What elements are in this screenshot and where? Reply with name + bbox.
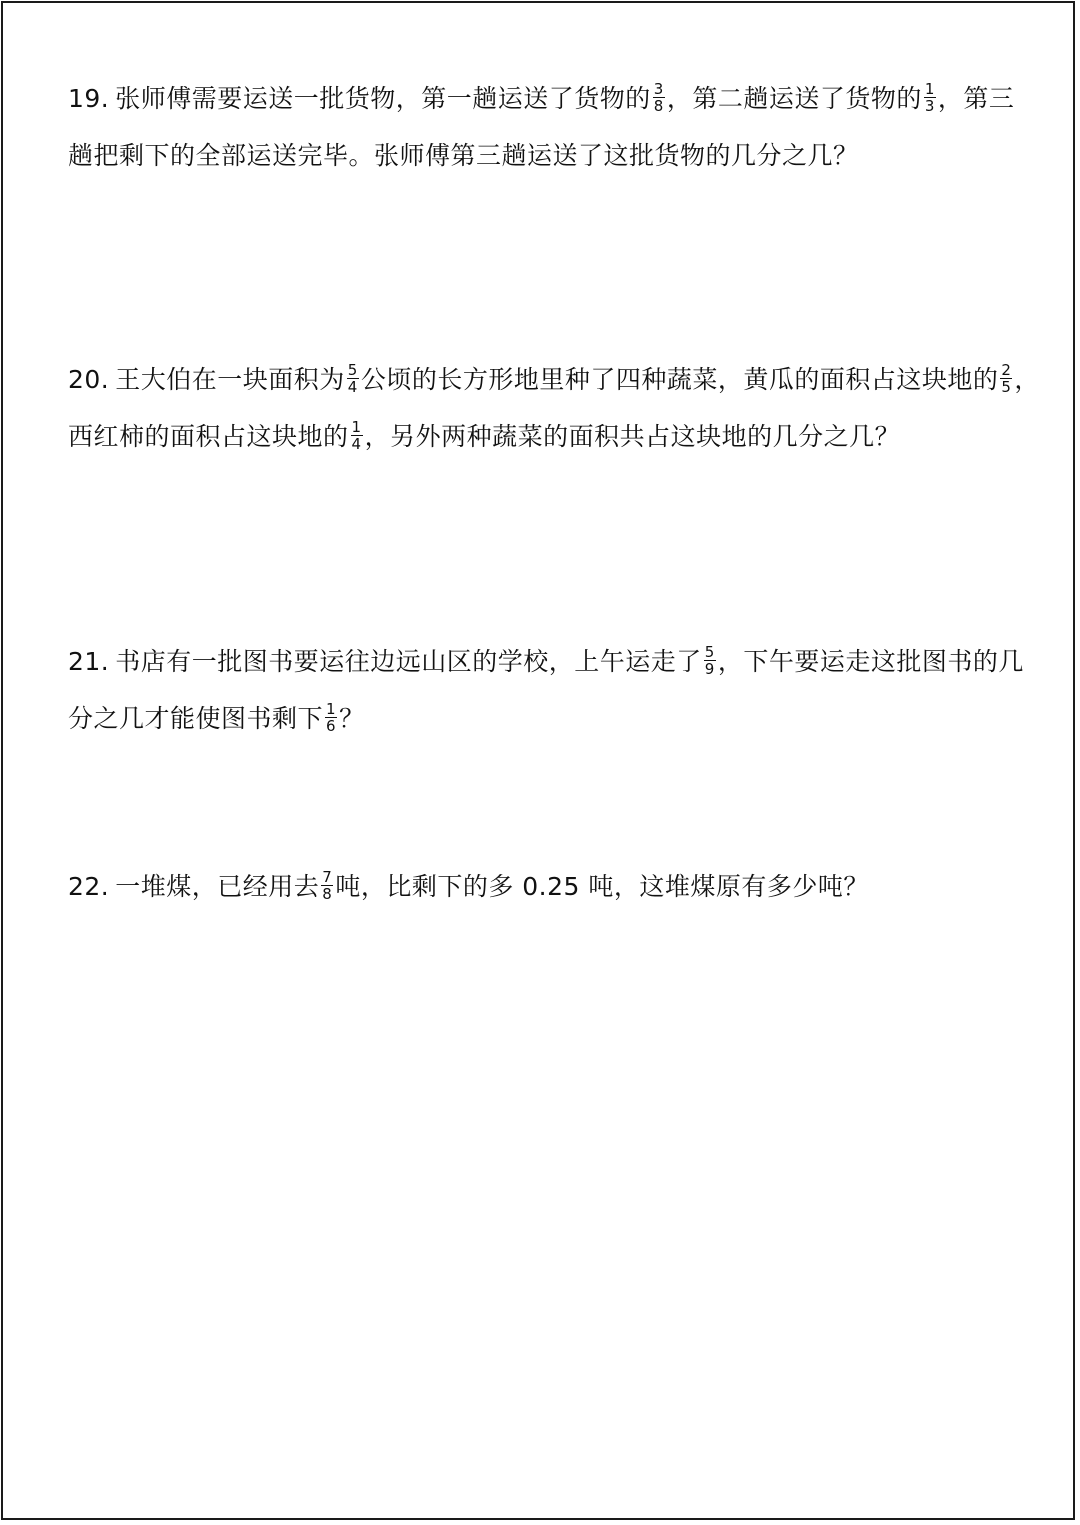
- fraction-numerator: 2: [1001, 361, 1012, 379]
- question-text: 公顷的长方形地里种了四种蔬菜，黄瓜的面积占这块地的: [360, 365, 999, 394]
- question-20: [68, 351, 1040, 465]
- fraction-denominator: 5: [1001, 378, 1012, 396]
- fraction: [1000, 363, 1012, 395]
- question-21-line-1: [68, 633, 1024, 690]
- fraction: [351, 420, 363, 452]
- question-text: ，: [1014, 365, 1040, 394]
- question-text: 书店有一批图书要运往边远山区的学校，上午运走了: [115, 647, 702, 676]
- question-22-line-1: [68, 858, 1018, 915]
- fraction: [321, 870, 333, 902]
- fraction-denominator: 3: [924, 97, 935, 115]
- question-number: 21.: [68, 647, 110, 676]
- question-20-line-1: [68, 351, 1040, 408]
- fraction-numerator: 1: [326, 700, 337, 718]
- question-text: ，第二趟运送了货物的: [666, 84, 922, 113]
- question-22: [68, 858, 1018, 915]
- question-text: ？: [339, 704, 365, 733]
- fraction-denominator: 4: [347, 378, 358, 396]
- question-number: 22.: [68, 872, 110, 901]
- question-text: 吨，比剩下的多 0.25 吨，这堆煤原有多少吨？: [335, 872, 869, 901]
- fraction: [704, 645, 716, 677]
- fraction: [347, 363, 359, 395]
- fraction: [325, 702, 337, 734]
- question-19-line-1: [68, 70, 1018, 127]
- question-20-line-2: [68, 408, 1018, 465]
- fraction: [653, 82, 665, 114]
- fraction-numerator: 5: [704, 643, 715, 661]
- fraction-denominator: 8: [653, 97, 664, 115]
- question-text: ，下午要运走这批图书的几: [717, 647, 1024, 676]
- question-text: ，第三: [937, 84, 1015, 113]
- question-number: 19.: [68, 84, 110, 113]
- fraction-denominator: 8: [322, 885, 333, 903]
- question-21-line-2: [68, 690, 1018, 747]
- fraction-numerator: 5: [347, 361, 358, 379]
- fraction: [924, 82, 936, 114]
- question-text: 张师傅需要运送一批货物，第一趟运送了货物的: [115, 84, 651, 113]
- page-border: [1, 1, 1075, 1520]
- question-21: [68, 633, 1024, 747]
- question-text: 西红柿的面积占这块地的: [68, 422, 349, 451]
- question-text: 分之几才能使图书剩下: [68, 704, 324, 733]
- fraction-denominator: 4: [351, 435, 362, 453]
- fraction-numerator: 7: [322, 868, 333, 886]
- fraction-denominator: 9: [704, 660, 715, 678]
- question-text: 王大伯在一块面积为: [115, 365, 345, 394]
- fraction-denominator: 6: [326, 717, 337, 735]
- question-text: ，另外两种蔬菜的面积共占这块地的几分之几？: [364, 422, 901, 451]
- fraction-numerator: 1: [924, 80, 935, 98]
- fraction-numerator: 1: [351, 418, 362, 436]
- question-19: [68, 70, 1018, 184]
- question-number: 20.: [68, 365, 110, 394]
- question-19-line-2: 趟把剩下的全部运送完毕。张师傅第三趟运送了这批货物的几分之几？: [68, 141, 859, 170]
- fraction-numerator: 3: [653, 80, 664, 98]
- question-text: 一堆煤，已经用去: [115, 872, 320, 901]
